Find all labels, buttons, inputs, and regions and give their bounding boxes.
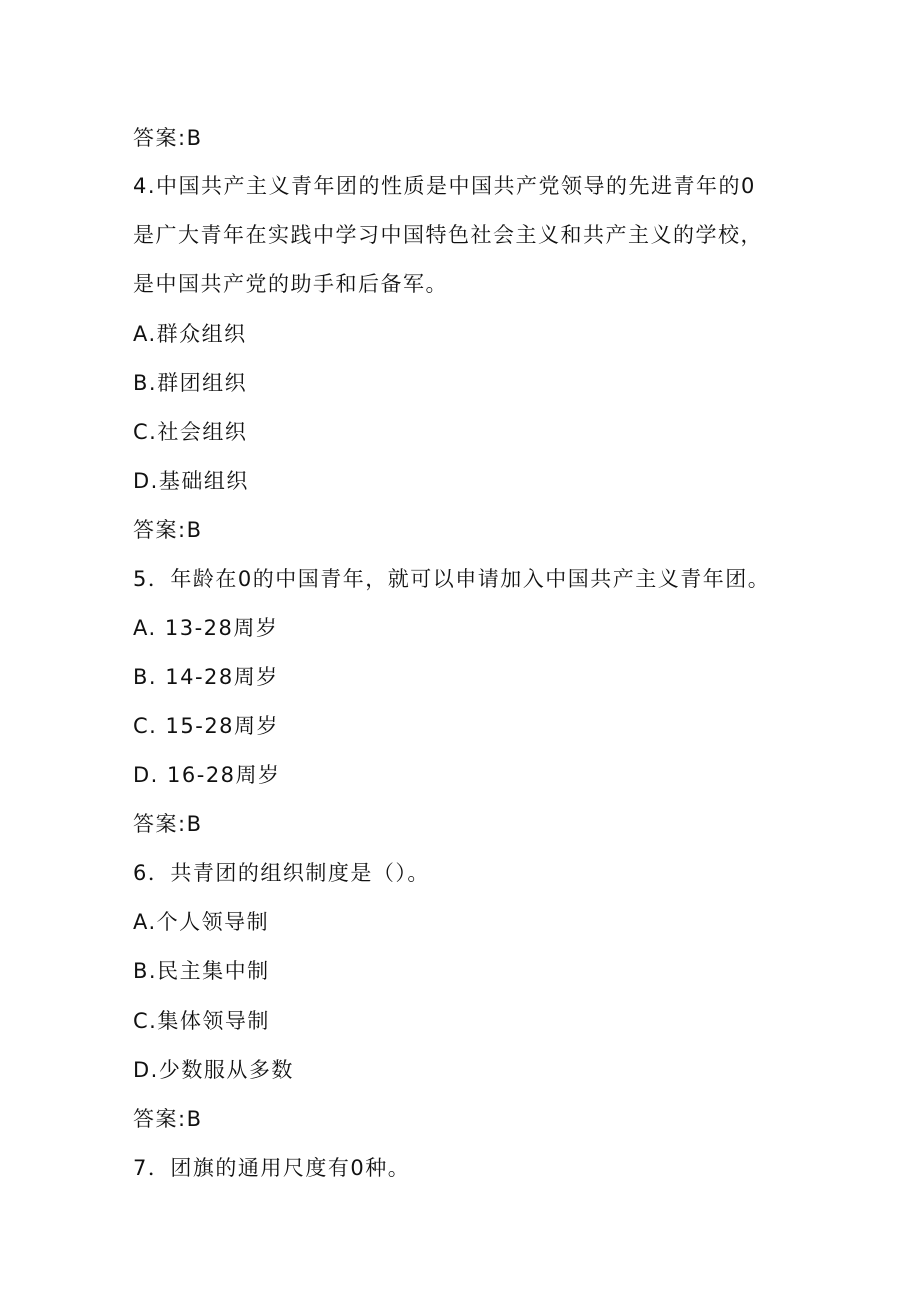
question-4-option-d: D.基础组织	[133, 469, 249, 493]
question-7-text: 7．团旗的通用尺度有0种。	[133, 1156, 411, 1180]
question-6-option-d: D.少数服从多数	[133, 1058, 294, 1082]
question-6-option-a: A.个人领导制	[133, 910, 270, 934]
question-4-option-a: A.群众组织	[133, 322, 247, 346]
answer-line: 答案:B	[133, 126, 203, 150]
question-5-option-c: C. 15-28周岁	[133, 714, 280, 738]
question-5-option-a: A. 13-28周岁	[133, 616, 279, 640]
question-4-line-3: 是中国共产党的助手和后备军。	[133, 272, 448, 296]
question-6-text: 6．共青团的组织制度是（）。	[133, 861, 430, 885]
question-4-line-2: 是广大青年在实践中学习中国特色社会主义和共产主义的学校，	[133, 223, 763, 247]
question-4-option-b: B.群团组织	[133, 371, 248, 395]
question-6-answer: 答案:B	[133, 1107, 203, 1131]
question-5-option-b: B. 14-28周岁	[133, 665, 279, 689]
question-6-option-c: C.集体领导制	[133, 1009, 270, 1033]
question-4-line-1: 4.中国共产主义青年团的性质是中国共产党领导的先进青年的0	[133, 174, 756, 198]
question-4-answer: 答案:B	[133, 518, 203, 542]
question-4-option-c: C.社会组织	[133, 420, 248, 444]
question-5-answer: 答案:B	[133, 812, 203, 836]
question-6-option-b: B.民主集中制	[133, 959, 270, 983]
question-5-text: 5．年龄在0的中国青年，就可以申请加入中国共产主义青年团。	[133, 567, 771, 591]
question-5-option-d: D. 16-28周岁	[133, 763, 281, 787]
